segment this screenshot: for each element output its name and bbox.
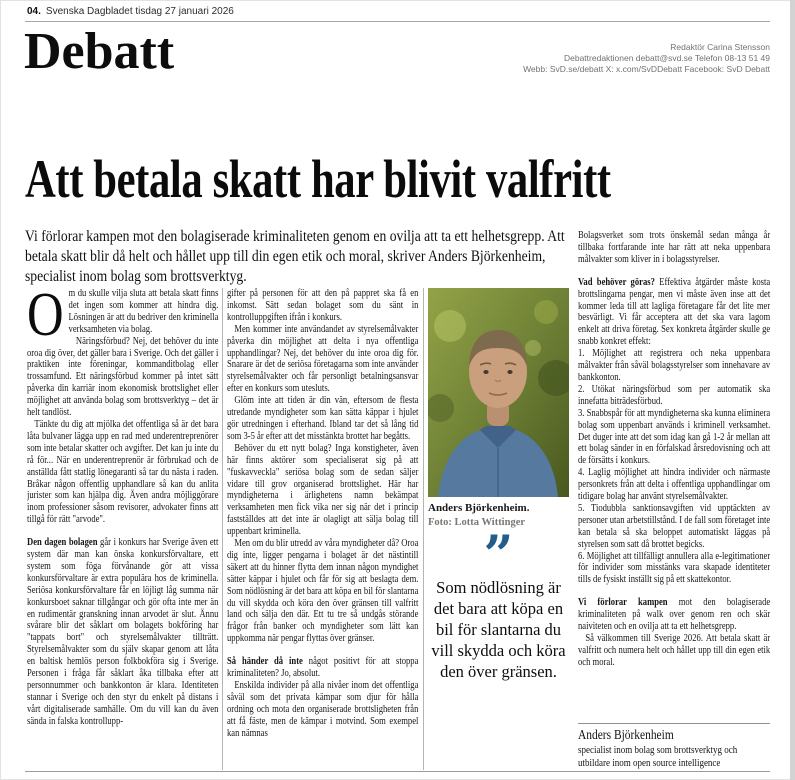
paragraph-leadin: Så händer då inte (227, 656, 303, 668)
paragraph: Bolagsverket som trots önskemål sedan många år tillbaka fortfarande inte har rätt att neka uppenbara målvakter som kliver in i bolagsstyrelser. (578, 230, 771, 265)
list-item: 5. Tiodubbla sanktionsavgiften vid upptäckten av personer utan arbetstillstånd. I de fall som företaget inte kan betala så ska beloppet automatiskt läggas på styrelsen som satt då brottet begicks. (578, 502, 771, 550)
paragraph: Så händer då inte något positivt för att stoppa kriminaliteten? Jo, absolut. (227, 656, 419, 680)
paragraph-leadin: Den dagen bolagen (27, 537, 98, 549)
masthead-row (27, 6, 234, 17)
list-item: 1. Möjlighet att registrera och neka uppenbara målvakter från såväl bolagsstyrelser som innehavare av bankkonton. (578, 348, 771, 383)
caption-name: Anders Björkenheim. (428, 502, 530, 514)
contact-web: Webb: SvD.se/debatt X: x.com/SvDDebatt Facebook: SvD Debatt (523, 64, 770, 74)
paragraph: gifter på personen för att den på pappret ska få en inkomst. Sätt sedan bolaget som du sänt in kontrolluppgiften ifrån i konkurs. (227, 288, 419, 323)
byline (578, 728, 770, 770)
list-item: 6. Möjlighet att tillfälligt annullera alla e-legitimationer för individer som misstänks vara skapade identiteter tills de fysiskt inställt sig på ett skattekontor. (578, 550, 771, 586)
paragraph: Vad behöver göras? Effektiva åtgärder måste kosta brottslingarna pengar, men vi måste även inse att det kommer leda till att lagliga företagare får det lite mer besvärligt. Vi får acceptera att det ska vara lagom enkelt att driva företag. Sex konkreta åtgärder skulle ge snabb konkret effekt: (578, 276, 771, 348)
list-item: 4. Laglig möjlighet att hindra individer och närmaste personkrets från att delta i offentliga upphandlingar om tidigare bolag har använt styrelsemålvakter. (578, 467, 771, 503)
pull-quote (428, 525, 569, 682)
paragraph: Behöver du ett nytt bolag? Inga konstigheter, även här finns aktörer som specialiserat sig på att "fuskavveckla" seriösa bolag som de sedan säljer vidare till grov organiserad brottslighet. Här har myndigheterna i ärlighetens namn bekämpat verksamheten men fick vika ner sig när det i princip fastställdes att det inte är olagligt att sälja bolag till uppenbart kriminella. (227, 442, 419, 538)
column-divider (222, 288, 223, 770)
paragraph: Tänkte du dig att mjölka det offentliga så är det bara låta bulvaner lägga upp en rad med underentreprenörer som inte betalar skatter och avgifter. Det kan ju inte du rå för... När en underentreprenör är förbrukad och de anställda fått statlig lönegaranti så tar du nästa i raden. Bråkar någon offentlig upphandlare så kan du anlita jurister som kan hjälpa dig. Även andra möjliggörare inom professioner såsom revisorer, advokater finns att tillgå för rätt "arvode". (27, 418, 219, 526)
paragraph-leadin: Vi förlorar kampen (578, 597, 668, 609)
list-item: 3. Snabbspår för att myndigheterna ska kunna eliminera bolag som uppenbart används i kriminell verksamhet. Det duger inte att det som idag kan gå 1-2 år mellan att ett bolag sänder in en förfalskad årsredovisning och att de försätts i konkurs. (578, 407, 771, 467)
paragraph: Vi förlorar kampen mot den bolagiserade kriminaliteten på walk over genom ren och skär naiviteten och en ovilja att ta ett helhetsgrepp. (578, 597, 771, 633)
contact-editor: Redaktör Carina Stensson (670, 42, 770, 52)
paragraph: Glöm inte att tiden är din vän, eftersom de flesta utredande myndigheter som kan sätta käppar i hjulet gör utredningen i efterhand. Ibland tar det så lång tid som 3-5 år efter att det misstänkta brottet har begåtts. (227, 395, 419, 442)
paragraph: Om du skulle vilja sluta att betala skatt finns det ingen som kommer att hindra dig. Lösningen är att du bedriver den kriminella verksamheten via bolag. (27, 288, 219, 349)
photo-column (428, 288, 569, 682)
right-column (578, 230, 770, 722)
bottom-rule (25, 771, 770, 772)
paragraph: Men kommer inte användandet av styrelsemålvakter påverka din möjlighet att delta i nya offentliga upphandlingar? Nej, det behöver du inte oroa dig för. Snarare är det de seriösa företagarna som inte använder styrelsemålvakter och får personligt betalningsansvar efter en konkurs som utesluts. (227, 323, 419, 395)
page-folio: 04. (27, 6, 41, 17)
contact-email: Debattredaktionen debatt@svd.se Telefon 08-13 51 49 (563, 53, 770, 63)
pull-quote-text: Som nödlösning är det bara att köpa en bil för slantarna du vill skydda och köra den över gränsen. (431, 578, 566, 681)
paragraph: Den dagen bolagen går i konkurs har Sverige även ett system där man kan önska konkursförvaltare, ett system som föga förvånande gör att vissa konkursförvaltare är extra populära hos de kriminella. Seriösa konkursförvaltare får en löjligt låg summa när konkursboet saknar tillgångar och gör ofta inte mer än en rudimentär granskning innan arvodet är slut. Ännu svårare blir det såklart om bolagets bokföring har "tappats bort" och styrelsemålvakter tillträtt. Styrelsemålvakter som du själv skapar genom att låta en baltisk hemlös person folkbokföra sig i Sverige. Personen i fråga får såklart åka tillbaka efter att personnummer och bankkonton är klara. Identiteten stannar i Sverige och den styr du enkelt på distans i vårt digitaliserade samhälle. Om du vill kan du även sända in falska kontrollupp- (27, 537, 219, 727)
column-divider (423, 288, 424, 770)
contact-info (523, 42, 770, 75)
portrait-photo (428, 288, 569, 497)
byline-rule (578, 723, 770, 724)
paragraph: Näringsförbud? Nej, det behöver du inte oroa dig över, det gäller bara i Sverige. Och det gäller i praktiken inte föreningar, kommanditbolag eller trossamfund. Ett näringsförbud kommer på intet sätt påverka din karriär inom ekonomisk brottslighet eller möjlighet att använda bolag som brottsverktyg – det är helt tandlöst. (27, 335, 219, 419)
body-column-1 (27, 288, 218, 772)
caption-credit: Foto: Lotta Wittinger (428, 516, 526, 528)
lede: Vi förlorar kampen mot den bolagiserade kriminaliteten genom en ovilja att ta ett helhetsgrepp. Att betala skatt blir då helt och hållet upp till din egen etik och moral, skriver Anders Björkenheim, specialist inom bolag som brottsverktyg. (25, 228, 565, 285)
paragraph: Så välkommen till Sverige 2026. Att betala skatt är valfritt och numera helt och hållet upp till din egen etik och moral. (578, 633, 771, 668)
headline: Att betala skatt har blivit valfritt (25, 149, 611, 209)
quote-icon: ” (483, 525, 514, 586)
drop-cap: O (27, 288, 64, 349)
byline-name: Anders Björkenheim (578, 728, 674, 743)
section-title: Debatt (24, 23, 175, 80)
paragraph: Men om du blir utredd av våra myndigheter då? Oroa dig inte, ligger pengarna i bolaget är det nästintill säkert att du hinner flytta dem innan någon myndighet sätter käppar i hjulet och får för sig att beslagta dem. Som nödlösning är det bara att köpa en bil för slantarna du vill skydda och köra den över gränsen till valfritt land och sälja den där. Ett tu tre så undgås störande frågor från banker och myndigheter som lätt kan uppkomma när pengar flyttas över gränser. (227, 538, 419, 645)
page-edge (790, 0, 795, 780)
paragraph: Enskilda individer på alla nivåer inom det offentliga såväl som det privata kämpar som djur för hålla ordning och mota den organiserade brottsligheten från att få fäste, men de kämpar i motvind. Som exempel kan nämnas (227, 680, 419, 739)
byline-role: specialist inom bolag som brottsverktyg och utbildare inom open source intelligence (578, 744, 738, 769)
paragraph-leadin: Vad behöver göras? (578, 276, 655, 288)
list-item: 2. Utökat näringsförbud som per automatik ska innefatta biträdesförbud. (578, 383, 771, 407)
paper-date: Svenska Dagbladet tisdag 27 januari 2026 (45, 6, 234, 17)
body-column-2 (227, 288, 418, 772)
